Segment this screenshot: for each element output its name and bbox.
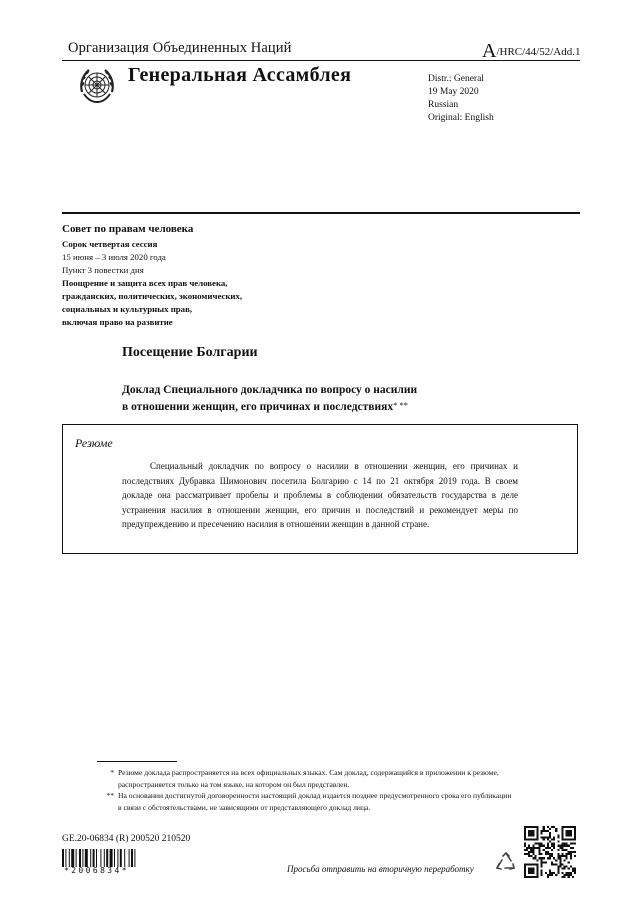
summary-text: [122, 459, 518, 532]
distribution-block: [428, 73, 494, 125]
subtitle-line: в отношении женщин, его причинах и последствиях: [122, 401, 394, 413]
session-meta: [62, 238, 242, 329]
organization-name: Организация Объединенных Наций: [68, 40, 292, 56]
symbol-prefix: A: [482, 40, 497, 62]
footnote-text: Резюме доклада распространяется на всех официальных языках. Сам доклад, содержащийся в приложении к резюме, распространяется только на том языке, на котором он был представлен.: [118, 768, 499, 789]
footnote-rule: [97, 761, 177, 762]
barcode: [62, 849, 157, 867]
footnote-mark: **: [106, 791, 114, 800]
session-dates: 15 июня – 3 июля 2020 года: [62, 252, 166, 262]
subtitle-line: Доклад Специального докладчика по вопросу о насилии: [122, 384, 418, 396]
section-rule: [62, 212, 580, 214]
footnote-marks: * **: [393, 400, 408, 410]
original-line: Original: English: [428, 113, 494, 123]
language-line: Russian: [428, 100, 459, 110]
document-number: GE.20-06834 (R) 200520 210520: [62, 834, 191, 844]
report-title: Посещение Болгарии: [122, 345, 258, 360]
session-name: Сорок четвертая сессия: [62, 239, 158, 249]
date-line: 19 May 2020: [428, 87, 479, 97]
document-symbol: [482, 41, 581, 61]
footnote-mark: *: [110, 768, 114, 777]
council-name: Совет по правам человека: [62, 223, 194, 235]
qr-code-icon: [524, 826, 576, 878]
body-name: Генеральная Ассамблея: [128, 64, 352, 86]
agenda-title-line: включая право на развитие: [62, 317, 173, 327]
report-subtitle: [122, 383, 417, 415]
footnote-text: На основании достигнутой договоренности настоящий доклад издается позднее предусмотренного срока его публикации в связи с обстоятельствами, не зависящими от представляющего доклад лица.: [118, 791, 512, 812]
symbol-rest: /HRC/44/52/Add.1: [496, 46, 581, 58]
barcode-digits: *2006834*: [64, 866, 129, 875]
agenda-item: Пункт 3 повестки дня: [62, 265, 144, 275]
summary-body: Специальный докладчик по вопросу о насилии в отношении женщин, его причинах и последствиях Дубравка Шимонович посетила Болгарию с 14 по 21 октября 2019 года. В своем докладе она рассматривает пробелы и проблемы в соблюдении обязательств государства в деле устранения насилия в отношении женщин, его причин и последствий и рекомендует меры по предупреждению и пресечению насилия в отношении женщин в данной стране.: [122, 461, 518, 529]
agenda-title-line: гражданских, политических, экономических,: [62, 291, 243, 301]
recycle-text: Просьба отправить на вторичную переработку: [287, 864, 474, 874]
recycle-icon: [494, 851, 518, 875]
distr-line: Distr.: General: [428, 74, 484, 84]
footnote: [98, 767, 518, 790]
summary-heading: Резюме: [75, 436, 113, 450]
agenda-title-line: Поощрение и защита всех прав человека,: [62, 278, 228, 288]
un-emblem-icon: [76, 64, 118, 106]
footnote: [98, 790, 518, 813]
header-rule: [62, 60, 580, 61]
agenda-title-line: социальных и культурных прав,: [62, 304, 193, 314]
